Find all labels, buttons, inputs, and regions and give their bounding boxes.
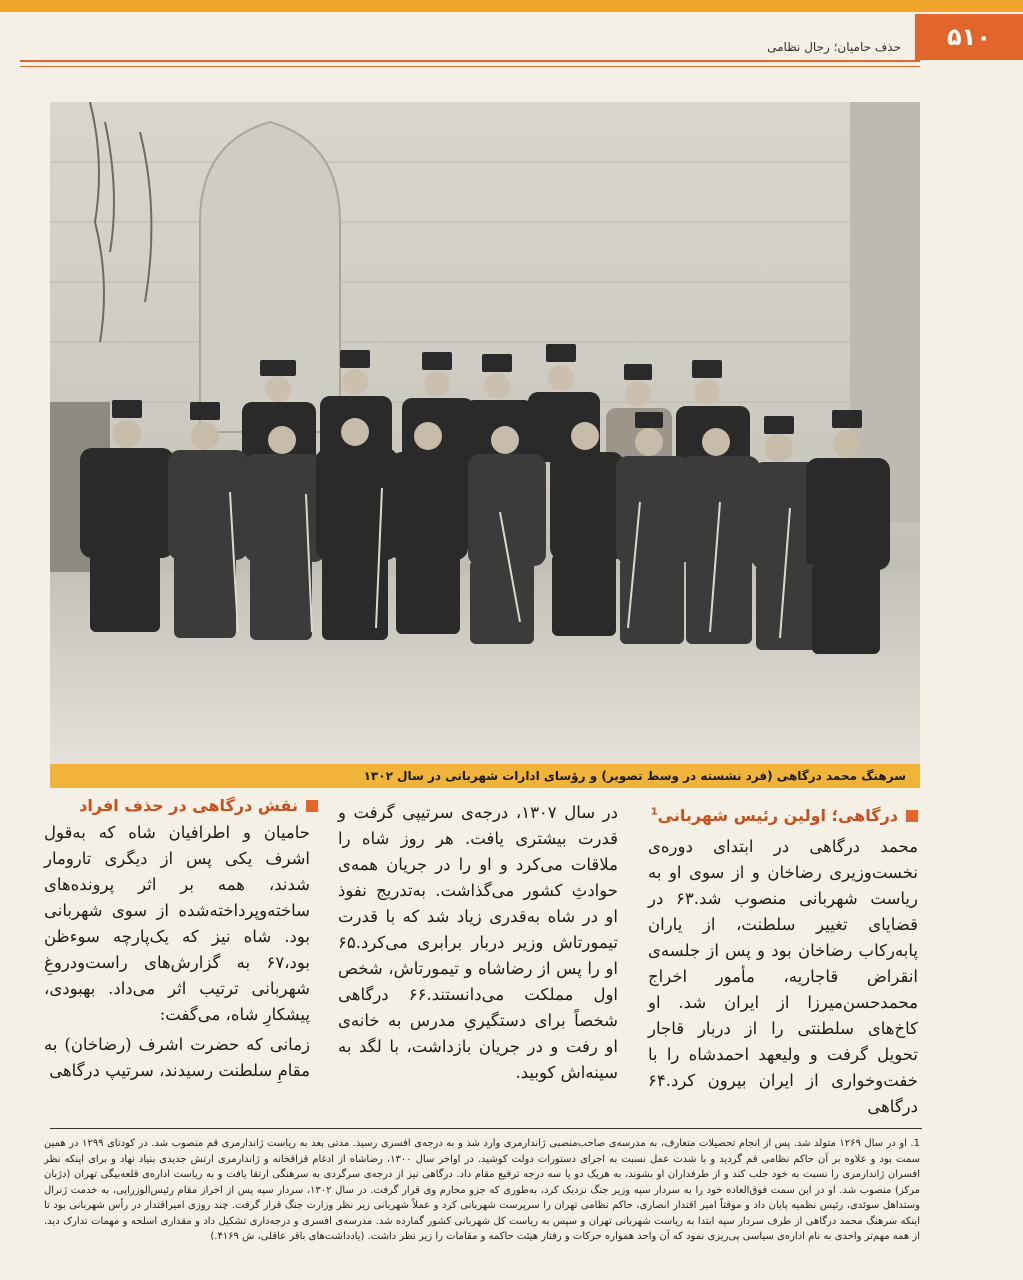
header-rule xyxy=(20,60,920,62)
section-title-left xyxy=(79,796,318,815)
photo-caption: سرهنگ محمد درگاهی (فرد نشسته در وسط تصویر) و رؤسای ادارات شهربانی در سال ۱۳۰۲ xyxy=(363,769,906,783)
page-header xyxy=(0,12,1023,60)
text-column-right xyxy=(648,834,918,1120)
photo-illustration xyxy=(50,102,920,764)
section-title-text: درگاهی؛ اولین رئیس شهربانی$^1$ xyxy=(650,806,898,825)
square-bullet-icon xyxy=(306,800,318,812)
paragraph: حامیان و اطرافیان شاه که به‌قول اشرف یکی پس از دیگری تارومار شدند، همه بر اثر پرونده‌های ساخته‌وپرداخته‌شده از سوی شهربانی بود. شاه نیز که یک‌پارچه سوءظن بود،۶۷ به گزارش‌های راست‌ودروغِ شهربانی ترتیب اثر می‌داد. بهبودی، پیشکارِ شاه، می‌گفت: xyxy=(44,823,310,1024)
section-title-right xyxy=(651,806,918,825)
text-column-middle xyxy=(338,800,618,1086)
footnote-rule xyxy=(50,1128,922,1129)
header-rule-thin xyxy=(20,66,920,67)
paragraph: در سال ۱۳۰۷، درجه‌ی سرتیپی گرفت و قدرت بیشتری یافت. هر روز شاه را ملاقات می‌کرد و او را در جریان همه‌ی حوادثِ کشور می‌گذاشت. به‌تدریج نفوذ او در شاه به‌قدری زیاد شد که با قدرت تیمورتاش وزیر دربار برابری می‌کرد.۶۵ او را پس از رضاشاه و تیمورتاش، شخص اول مملکت می‌دانستند.۶۶ درگاهی شخصاً برای دستگیریِ مدرس به خانه‌ی او رفت و در جریان بازداشت، با لگد به سینه‌اش کوبید. xyxy=(338,803,618,1082)
footnote: 1. او در سال ۱۲۶۹ متولد شد. پس از انجام تحصیلات متعارف، به مدرسه‌ی صاحب‌منصبی ژاندارمری وارد شد و به درجه‌ی افسری رسید. مدتی بعد به ریاست ژاندارمری قم منصوب شد. در کودتای ۱۲۹۹ در همین سمت بود و علاوه بر آن حاکم نظامی قم گردید و با شدت عمل نسبت به اجرای دستورات دولت کوشید. در اواخر سال ۱۳۰۰، رضاشاه از ادغام قزاقخانه و ژاندارمری ارتش جدیدی بنیاد نهاد و برای اینکه نظر افسران ژاندارمری را نسبت به خود جلب کند و از طرفداران او بشوند، به هریک دو یا سه درجه ترفیع مقام داد. درگاهی نیز از درجه‌ی سرگردی به سرهنگی ارتقا یافت و به ریاست اداره‌ی قلعه‌بیگی تهران (دژبان مرکز) منصوب شد. او در این سمت فوق‌العاده خود را به سردار سپه وزیر جنگ نزدیک کرد، به‌طوری که جزو محارم وی قرار گرفت. در سال ۱۳۰۲، سردار سپه پس از احراز مقام رئیس‌الوزرایی، به خدمت ژنرال وستداهل سوئدی، رئیس نظمیه پایان داد و موقتاً امیر اقتدار انصاری، حاکم نظامی تهران را سرپرست شهربانی کرد و عملاً شهربانی زیر نظر وزارت جنگ قرار گرفت. چند روزی امیراقتدار در رأس شهربانی بود تا اینکه سرهنگ محمد درگاهی از طرف سردار سپه ابتدا به ریاست شهربانی تهران و سپس به ریاست کل شهربانی کشور گمارده شد. مدرسه‌ی افسری و درجه‌داری تشکیل داد و مقداری اسلحه و مهمات تدارک دید. از همه مهم‌تر واحدی به نام اداره‌ی سیاسی پی‌ریزی نمود که آن واحد همواره حرکات و رفتار هیئت حاکمه و مقامات را زیر نظر داشت. (یادداشت‌های باقر عاقلی، ش ۴۱۶۹.) xyxy=(44,1138,920,1242)
text-column-left xyxy=(44,820,310,1084)
top-accent-bar xyxy=(0,0,1023,12)
paragraph: محمد درگاهی در ابتدای دوره‌ی نخست‌وزیری رضاخان و از سوی او به ریاست شهربانی منصوب شد.۶۳ در قضایای تغییر سلطنت، از یاران پابه‌رکاب رضاخان بود و پس از جلسه‌ی انقراض قاجاریه، مأمور اخراج محمدحسن‌میرزا از ایران شد. او کاخ‌های سلطنتی را از دربار قاجار تحویل گرفت و ولیعهد احمدشاه را با خفت‌وخواری از ایران بیرون کرد.۶۴ درگاهی xyxy=(648,837,918,1116)
running-head: حذف حامیان؛ رجال نظامی xyxy=(767,40,901,54)
square-bullet-icon xyxy=(906,810,918,822)
group-photograph xyxy=(50,102,920,764)
section-title-text: نقش درگاهی در حذف افراد xyxy=(79,796,298,815)
photo-caption-bar xyxy=(50,764,920,788)
page-number: ۵۱۰ xyxy=(915,14,1023,60)
quote-paragraph: زمانی که حضرت اشرف (رضاخان) به مقامِ سلطنت رسیدند، سرتیپ درگاهی xyxy=(44,1035,310,1080)
